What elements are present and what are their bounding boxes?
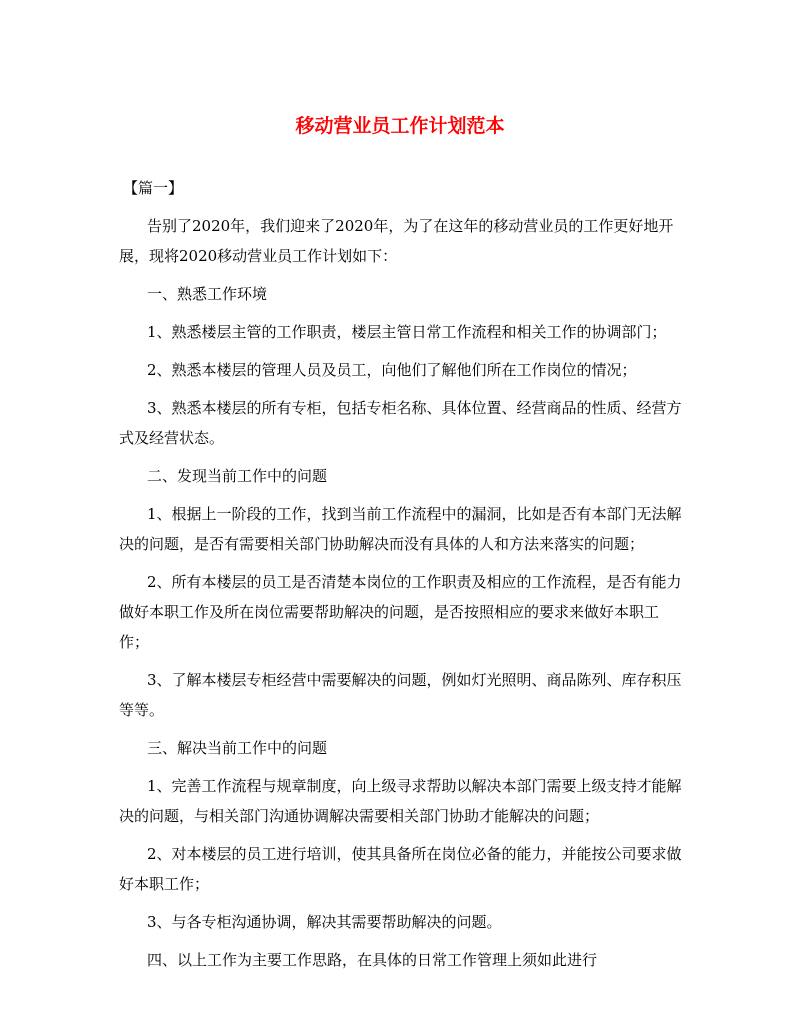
section-heading: 二、发现当前工作中的问题: [147, 467, 328, 485]
list-item: 1、根据上一阶段的工作，找到当前工作流程中的漏洞，比如是否有本部门无法解决的问题，是否有需要相关部门协助解决而没有具体的人和方法来落实的问题；: [119, 505, 682, 553]
list-item: 3、与各专柜沟通协调，解决其需要帮助解决的问题。: [147, 913, 502, 931]
list-item: 2、熟悉本楼层的管理人员及员工，向他们了解他们所在工作岗位的情况；: [147, 361, 637, 379]
document-body: [119, 173, 685, 983]
section-heading: 一、熟悉工作环境: [147, 285, 268, 303]
section-heading: 三、解决当前工作中的问题: [147, 739, 328, 757]
section-heading: 四、以上工作为主要工作思路，在具体的日常工作管理上须如此进行: [147, 951, 598, 969]
list-item: 1、完善工作流程与规章制度，向上级寻求帮助以解决本部门需要上级支持才能解决的问题，与相关部门沟通协调解决需要相关部门协助才能解决的问题；: [119, 777, 682, 825]
section-heading: 【篇一】: [123, 179, 184, 197]
list-item: 1、熟悉楼层主管的工作职责，楼层主管日常工作流程和相关工作的协调部门；: [147, 323, 667, 341]
list-item: 2、对本楼层的员工进行培训，使其具备所在岗位必备的能力，并能按公司要求做好本职工作；: [119, 845, 682, 893]
list-item: 3、了解本楼层专柜经营中需要解决的问题，例如灯光照明、商品陈列、库存积压等等。: [119, 671, 682, 719]
document-title: 移动营业员工作计划范本: [295, 115, 505, 137]
intro-paragraph: 告别了2020年，我们迎来了2020年，为了在这年的移动营业员的工作更好地开展，现将2020移动营业员工作计划如下：: [119, 217, 674, 265]
list-item: 2、所有本楼层的员工是否清楚本岗位的工作职责及相应的工作流程，是否有能力做好本职工作及所在岗位需要帮助解决的问题，是否按照相应的要求来做好本职工作；: [119, 573, 682, 651]
list-item: 3、熟悉本楼层的所有专柜，包括专柜名称、具体位置、经营商品的性质、经营方式及经营状态。: [119, 399, 682, 447]
